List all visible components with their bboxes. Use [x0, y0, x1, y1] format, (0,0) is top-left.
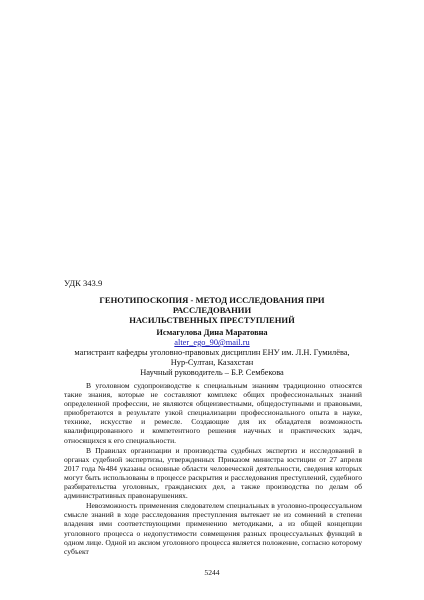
author-block: [60, 328, 364, 378]
paragraph-3: Невозможность применения следователем специальных в уголовно-процессуальном смысле знаний в ходе расследования преступления вытекает не из сомнений в степени владения ими соответствующими применению методиками, а из общей концепции уголовного процесса о недопустимости совмещения разных процессуальных функций в одном лице. Одной из аксиом уголовного процесса является положение, согласно которому субъект: [64, 501, 362, 556]
paragraph-1: В уголовном судопроизводстве к специальным знаниям традиционно относятся такие знания, которые не составляют комплекс общих профессиональных знаний определенной профессии, не являются общеизвестными, общедоступными и правовыми, приобретаются в результате узкой специализации профессионального опыта в науке, технике, искусстве и ремесле. Создающие для их обладателя возможность квалифицированного и компетентного решения научных и практических задач, относящихся к его специальности.: [64, 381, 362, 445]
scientific-supervisor: Научный руководитель – Б.Р. Сембекова: [140, 368, 284, 377]
author-location: Нур-Султан, Казахстан: [170, 358, 254, 367]
title-line-1: ГЕНОТИПОСКОПИЯ - МЕТОД ИССЛЕДОВАНИЯ ПРИ РАССЛЕДОВАНИИ: [99, 295, 325, 316]
author-name: Исмагулова Дина Маратовна: [156, 328, 268, 337]
paragraph-2: В Правилах организации и производства судебных экспертиз и исследований в органах судебной экспертизы, утвержденных Приказом министра юстиции от 27 апреля 2017 года №484 указаны основные области человеческой деятельности, сведения которых могут быть использованы в процессе раскрытия и расследования преступлений, судебного разбирательства уголовных, гражданских дел, а также производства по делам об административных правонарушениях.: [64, 445, 362, 501]
udk-code: УДК 343.9: [64, 278, 103, 288]
page-number: 5244: [204, 568, 220, 577]
article-body: [64, 381, 362, 557]
author-email-link[interactable]: alter_ego_90@mail.ru: [174, 338, 250, 347]
title-line-2: НАСИЛЬСТВЕННЫХ ПРЕСТУПЛЕНИЙ: [129, 315, 295, 326]
article-title: [62, 295, 362, 326]
author-affiliation: магистрант кафедры уголовно-правовых дисциплин ЕНУ им. Л.Н. Гумилёва,: [74, 348, 350, 357]
